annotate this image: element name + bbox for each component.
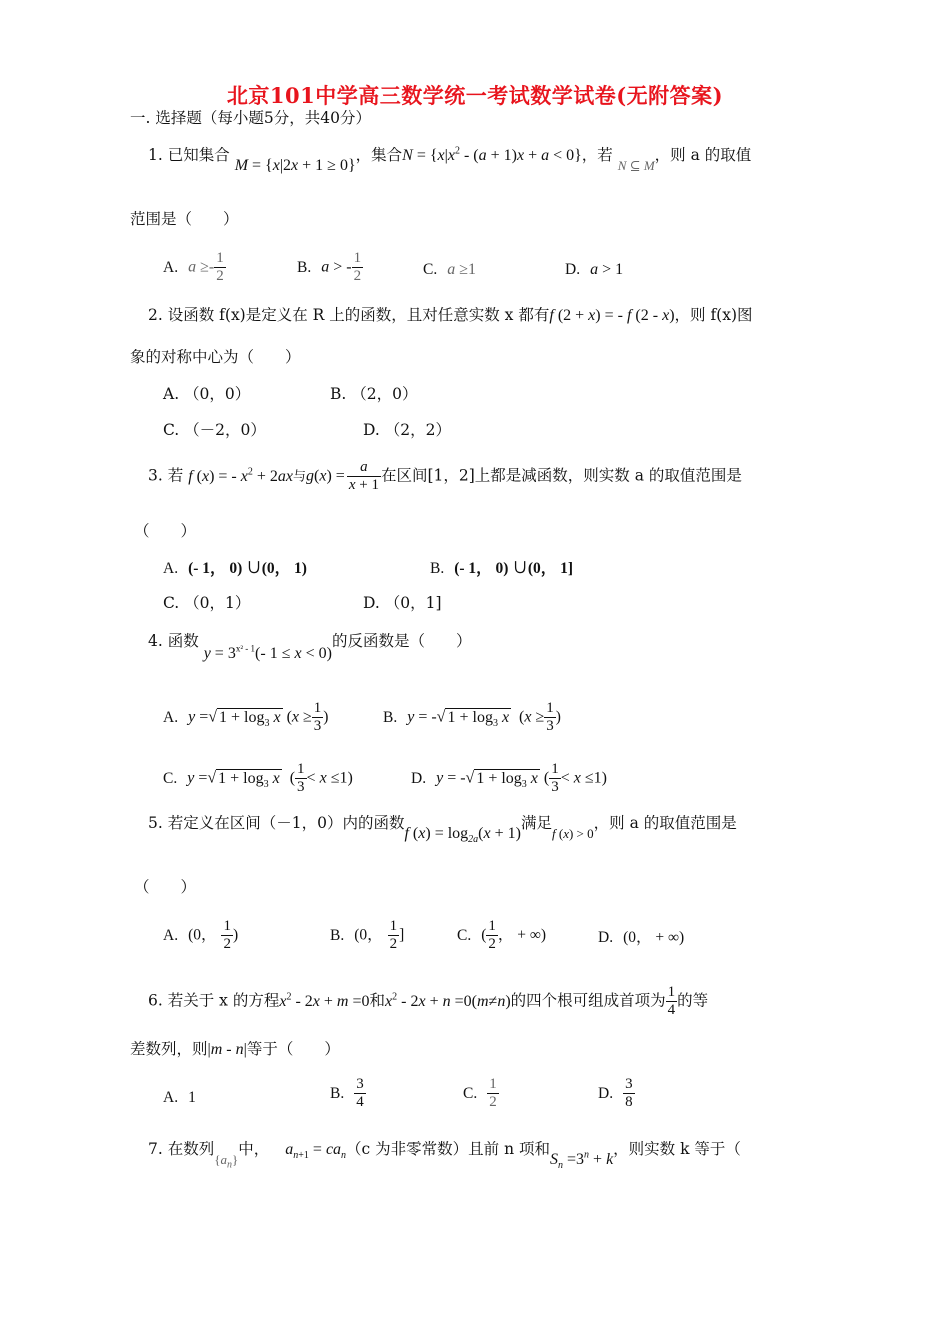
option-2b: B. （2，0）	[330, 385, 418, 403]
option-2a: A. （0，0）	[163, 385, 251, 403]
sequence-formula: {an}	[214, 1152, 239, 1171]
question-3-line2: （ ）	[134, 522, 197, 540]
option-6c: C. $\frac{1}{2}$	[463, 1076, 497, 1110]
question-5-line2: （ ）	[134, 878, 197, 896]
question-number: 1.	[148, 146, 163, 164]
set-m-formula: M = {x|2x + 1 ≥ 0}	[234, 157, 356, 174]
option-1c: C. a ≥1	[423, 261, 476, 278]
option-2d: D. （2，2）	[363, 421, 451, 439]
subset-formula: N ⊆ M	[617, 158, 655, 173]
option-4a: A. y =√ $1 + \log_3 x$ (x ≥ $\frac{1}{3}$ )	[163, 700, 329, 734]
option-3d: D. （0，1]	[363, 594, 442, 612]
question-5: 5. 若定义在区间（－1，0）内的函数f $(x) = \log_{2a}(x + 1)$满足$_{f (x) > 0}$，则 a 的取值范围是	[148, 814, 737, 846]
option-1a: A. a ≥- $\frac{1}{2}$	[163, 250, 224, 284]
sum-formula: $S_n =3^n + k$	[550, 1149, 614, 1172]
question-3: 3. 若 f (x) = - $x^2 + 2ax$与g(x) = $\frac{a}{x + 1}$ 在区间[1，2]上都是减函数，则实数 a 的取值范围是	[148, 459, 742, 493]
question-number: 4.	[148, 632, 163, 650]
question-number: 2.	[148, 306, 163, 324]
option-1d: D. a > 1	[565, 261, 624, 278]
question-1: 1. 已知集合 M = {x|2x + 1 ≥ 0}，集合$N = \{x|x^2 - (a + 1)x + a < 0\}$，若 $_{N ⊆ M}$，则 a 的取值	[148, 145, 752, 174]
condition-formula: f (x) > 0	[551, 826, 594, 841]
option-3b: B. (- 1， 0) ∪(0， 1]	[430, 560, 574, 577]
option-2c: C. （－2，0）	[163, 421, 266, 439]
option-5b: B. (0， $\frac{1}{2}$ ]	[330, 918, 405, 952]
question-2-line2: 象的对称中心为（ ）	[130, 348, 301, 366]
option-1b: B. a > - $\frac{1}{2}$	[297, 250, 362, 284]
function-f-formula: f (x) = - $x^2 + 2ax$	[188, 466, 294, 485]
option-5c: C. ( $\frac{1}{2}$ ， + ∞)	[457, 918, 547, 952]
equation-1-formula: $x^2 - 2x + m =0$	[279, 991, 370, 1010]
question-6: 6. 若关于 x 的方程$x^2 - 2x + m =0$和$x^2 - 2x + n =0(m\ne n)$的四个根可组成首项为 $\frac{1}{4}$ 的等	[148, 984, 709, 1018]
set-n-formula: $N = \{x|x^2 - (a + 1)x + a < 0\}$	[402, 145, 582, 164]
option-6a: A. 1	[163, 1089, 196, 1106]
option-6b: B. $\frac{3}{4}$	[330, 1076, 364, 1110]
option-4d: D. y = -√ $1 + \log_3 x$ ( $\frac{1}{3}$ < x ≤1)	[411, 761, 607, 795]
abs-m-minus-n-formula: |m - n|	[207, 1041, 247, 1058]
question-number: 7.	[148, 1140, 163, 1158]
function-y-formula: $y = 3^{x^2 - 1}(-$ 1 ≤ x < 0)	[203, 643, 332, 662]
equation-2-formula: $x^2 - 2x + n =0(m\ne n)$	[385, 991, 511, 1010]
option-4b: B. y = -√ $1 + \log_3 x$ (x ≥ $\frac{1}{3}$ )	[383, 700, 561, 734]
question-number: 3.	[148, 466, 163, 485]
question-7: 7. 在数列$_{\{a_n\}}$中， $a_{n+1} = ca_n(c$ 为非零常数）且前 n 项和$S_n =3^n + k$，则实数 k 等于（	[148, 1140, 741, 1172]
fraction-a-over-x-plus-1: $\frac{a}{x + 1}$	[348, 459, 379, 493]
section-heading: 一. 选择题（每小题5分，共40分）	[130, 109, 371, 127]
question-4: 4. 函数 $y = 3^{x^2 - 1}(-$ 1 ≤ x < 0)的反函数是（ ）	[148, 632, 472, 662]
question-number: 6.	[148, 991, 163, 1010]
fraction-one-quarter: $\frac{1}{4}$	[667, 984, 676, 1018]
question-6-line2: 差数列，则|m - n|等于（ ）	[130, 1040, 340, 1058]
option-5a: A. (0， $\frac{1}{2}$ )	[163, 918, 239, 952]
function-g-formula: g(x) =	[306, 467, 345, 485]
option-6d: D. $\frac{3}{8}$	[598, 1076, 633, 1110]
option-3c: C. （0，1）	[163, 594, 251, 612]
recurrence-formula: $a_{n+1} = ca_n$	[285, 1141, 347, 1162]
question-number: 5.	[148, 814, 163, 832]
symmetry-formula: f (2 + x) = - f (2 - x)	[549, 307, 675, 324]
question-2: 2. 设函数 f(x)是定义在 R 上的函数，且对任意实数 x 都有f (2 + x) = - f (2 - x)，则 f(x)图	[148, 306, 753, 324]
log-function-formula: f $(x) = \log_{2a}(x + 1)$	[404, 825, 521, 846]
question-1-line2: 范围是（ ）	[130, 210, 239, 228]
option-5d: D. (0， + ∞)	[598, 929, 685, 946]
page-title: 北京101中学高三数学统一考试数学试卷(无附答案)	[226, 83, 724, 108]
option-3a: A. (- 1， 0) ∪(0， 1)	[163, 560, 307, 577]
option-4c: C. y =√ $1 + \log_3 x$ ( $\frac{1}{3}$ < x ≤1)	[163, 761, 353, 795]
